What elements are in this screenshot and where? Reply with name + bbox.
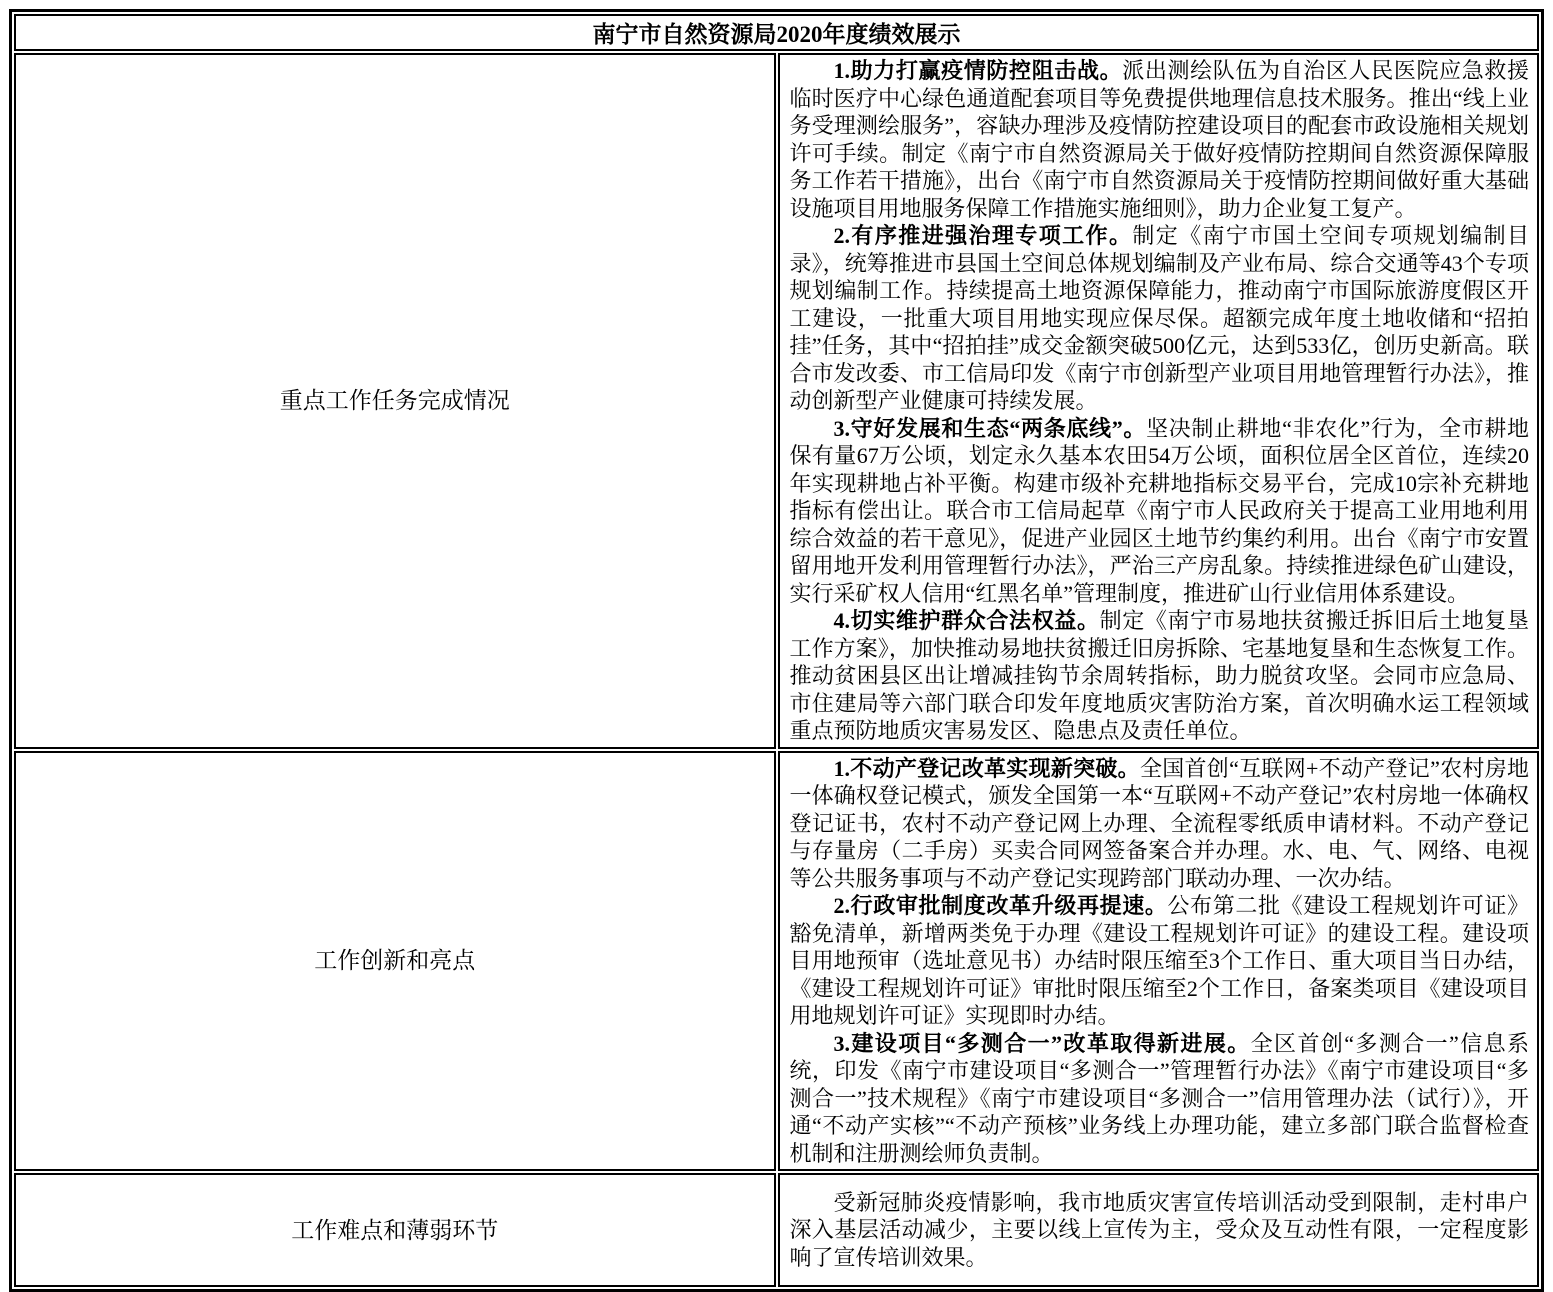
paragraph-lead: 2.有序推进强治理专项工作。 — [833, 223, 1133, 248]
paragraph-lead: 1.助力打赢疫情防控阻击战。 — [833, 58, 1123, 83]
performance-table — [9, 9, 1544, 1292]
table-body — [14, 53, 1539, 1287]
paragraph: 3.建设项目“多测合一”改革取得新进展。全区首创“多测合一”信息系统，印发《南宁市建设项目“多测合一”管理暂行办法》《南宁市建设项目“多测合一”技术规程》《南宁市建设项目“多测合一”信用管理办法（试行）》，开通“不动产实核”“不动产预核”业务线上办理功能，建立多部门联合监督检查机制和注册测绘师负责制。 — [789, 1030, 1529, 1166]
paragraph: 3.守好发展和生态“两条底线”。坚决制止耕地“非农化”行为，全市耕地保有量67万公顷，划定永久基本农田54万公顷，面积位居全区首位，连续20年实现耕地占补平衡。构建市级补充耕地指标交易平台，完成10宗补充耕地指标有偿出让。联合市工信局起草《南宁市人民政府关于提高工业用地利用综合效益的若干意见》，促进产业园区土地节约集约利用。出台《南宁市安置留用地开发利用管理暂行办法》，严治三产房乱象。持续推进绿色矿山建设，实行采矿权人信用“红黑名单”管理制度，推进矿山行业信用体系建设。 — [789, 415, 1529, 606]
paragraph: 1.不动产登记改革实现新突破。全国首创“互联网+不动产登记”农村房地一体确权登记模式，颁发全国第一本“互联网+不动产登记”农村房地一体确权登记证书，农村不动产登记网上办理、全流程零纸质申请材料。不动产登记与存量房（二手房）买卖合同网签备案合并办理。水、电、气、网络、电视等公共服务事项与不动产登记实现跨部门联动办理、一次办结。 — [789, 755, 1529, 891]
paragraph-lead: 4.切实维护群众合法权益。 — [833, 608, 1100, 633]
row-content — [778, 1173, 1540, 1287]
row-label: 工作创新和亮点 — [14, 751, 776, 1172]
paragraph-lead: 1.不动产登记改革实现新突破。 — [833, 755, 1140, 781]
row-label: 重点工作任务完成情况 — [14, 53, 776, 749]
table-row — [14, 751, 1539, 1172]
title-row — [14, 14, 1539, 51]
row-content — [778, 751, 1540, 1172]
paragraph: 4.切实维护群众合法权益。制定《南宁市易地扶贫搬迁拆旧后土地复垦工作方案》，加快推动易地扶贫搬迁旧房拆除、宅基地复垦和生态恢复工作。推动贫困县区出让增减挂钩节余周转指标，助力脱贫攻坚。会同市应急局、市住建局等六部门联合印发年度地质灾害防治方案，首次明确水运工程领域重点预防地质灾害易发区、隐患点及责任单位。 — [789, 608, 1529, 743]
paragraph-lead: 2.行政审批制度改革升级再提速。 — [833, 893, 1168, 918]
paragraph: 受新冠肺炎疫情影响，我市地质灾害宣传培训活动受到限制，走村串户深入基层活动减少，主要以线上宣传为主，受众及互动性有限，一定程度影响了宣传培训效果。 — [789, 1189, 1529, 1270]
paragraph: 2.行政审批制度改革升级再提速。公布第二批《建设工程规划许可证》豁免清单，新增两类免于办理《建设工程规划许可证》的建设工程。建设项目用地预审（选址意见书）办结时限压缩至3个工作日、重大项目当日办结，《建设工程规划许可证》审批时限压缩至2个工作日，备案类项目《建设项目用地规划许可证》实现即时办结。 — [789, 893, 1529, 1028]
paragraph: 1.助力打赢疫情防控阻击战。派出测绘队伍为自治区人民医院应急救援临时医疗中心绿色通道配套项目等免费提供地理信息技术服务。推出“线上业务受理测绘服务”，容缺办理涉及疫情防控建设项目的配套市政设施相关规划许可手续。制定《南宁市自然资源局关于做好疫情防控期间自然资源保障服务工作若干措施》，出台《南宁市自然资源局关于疫情防控期间做好重大基础设施项目用地服务保障工作措施实施细则》，助力企业复工复产。 — [789, 58, 1529, 221]
paragraph-lead: 3.建设项目“多测合一”改革取得新进展。 — [833, 1030, 1251, 1056]
paragraph-lead: 3.守好发展和生态“两条底线”。 — [833, 415, 1147, 441]
page-title: 南宁市自然资源局2020年度绩效展示 — [14, 14, 1539, 51]
row-label: 工作难点和薄弱环节 — [14, 1173, 776, 1287]
row-content — [778, 53, 1540, 749]
paragraph: 2.有序推进强治理专项工作。制定《南宁市国土空间专项规划编制目录》，统筹推进市县国土空间总体规划编制及产业布局、综合交通等43个专项规划编制工作。持续提高土地资源保障能力，推动南宁市国际旅游度假区开工建设，一批重大项目用地实现应保尽保。超额完成年度土地收储和“招拍挂”任务，其中“招拍挂”成交金额突破500亿元，达到533亿，创历史新高。联合市发改委、市工信局印发《南宁市创新型产业项目用地管理暂行办法》，推动创新型产业健康可持续发展。 — [789, 223, 1529, 413]
table-row — [14, 1173, 1539, 1287]
table-row — [14, 53, 1539, 749]
